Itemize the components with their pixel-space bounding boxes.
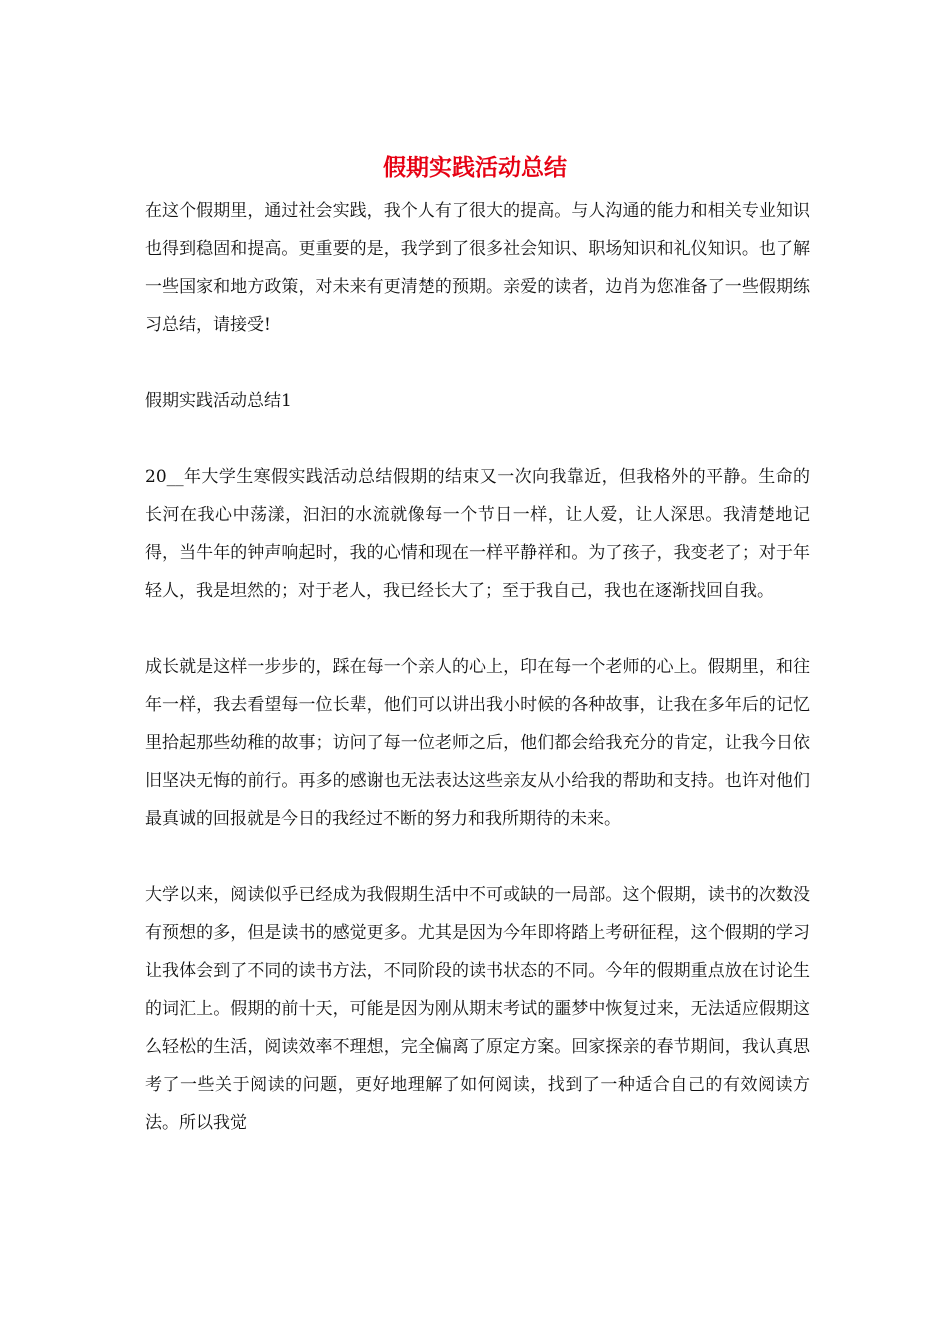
- intro-paragraph: 在这个假期里，通过社会实践，我个人有了很大的提高。与人沟通的能力和相关专业知识也得到稳固和提高。更重要的是，我学到了很多社会知识、职场知识和礼仪知识。也了解一些国家和地方政策，对未来有更清楚的预期。亲爱的读者，边肖为您准备了一些假期练习总结，请接受!: [145, 201, 810, 335]
- body-paragraph: 成长就是这样一步步的，踩在每一个亲人的心上，印在每一个老师的心上。假期里，和往年一样，我去看望每一位长辈，他们可以讲出我小时候的各种故事，让我在多年后的记忆里拾起那些幼稚的故事；访问了每一位老师之后，他们都会给我充分的肯定，让我今日依旧坚决无悔的前行。再多的感谢也无法表达这些亲友从小给我的帮助和支持。也许对他们最真诚的回报就是今日的我经过不断的努力和我所期待的未来。: [145, 657, 810, 829]
- document-body: [145, 192, 810, 1142]
- section-heading: 假期实践活动总结1: [145, 391, 292, 411]
- body-paragraph: 20__年大学生寒假实践活动总结假期的结束又一次向我靠近，但我格外的平静。生命的长河在我心中荡漾，汩汩的水流就像每一个节日一样，让人爱，让人深思。我清楚地记得，当牛年的钟声响起时，我的心情和现在一样平静祥和。为了孩子，我变老了；对于年轻人，我是坦然的；对于老人，我已经长大了；至于我自己，我也在逐渐找回自我。: [145, 467, 810, 601]
- body-paragraph: 大学以来，阅读似乎已经成为我假期生活中不可或缺的一局部。这个假期，读书的次数没有预想的多，但是读书的感觉更多。尤其是因为今年即将踏上考研征程，这个假期的学习让我体会到了不同的读书方法，不同阶段的读书状态的不同。今年的假期重点放在讨论生的词汇上。假期的前十天，可能是因为刚从期末考试的噩梦中恢复过来，无法适应假期这么轻松的生活，阅读效率不理想，完全偏离了原定方案。回家探亲的春节期间，我认真思考了一些关于阅读的问题，更好地理解了如何阅读，找到了一种适合自己的有效阅读方法。所以我觉: [145, 885, 810, 1133]
- page-title: 假期实践活动总结: [383, 154, 567, 181]
